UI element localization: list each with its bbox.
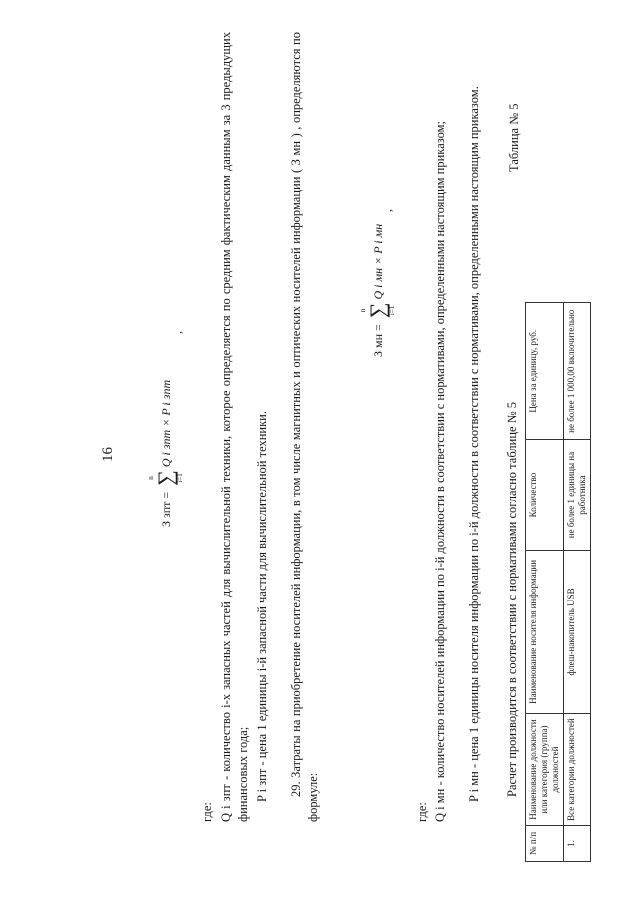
- table-cell: не более 1 000,00 включительно: [564, 303, 591, 440]
- definition-q-spare-parts: Q i зпт - количество i-х запасных частей для вычислительной техники, которое определяется по средним фактическим данным за 3 предыдущих финансовых года;: [219, 32, 250, 822]
- formula-comma: ,: [380, 209, 394, 212]
- calculation-note: Расчет производится в соответствии с нормативами согласно таблице № 5: [505, 402, 519, 797]
- formula-media: [360, 224, 396, 357]
- header-cell: Наименование должности или категория (группа) должностей: [526, 714, 564, 826]
- header-cell: Наименование носителя информации: [526, 550, 564, 714]
- table-cell: Все категории должностей: [564, 714, 591, 826]
- table-row: [564, 303, 591, 862]
- sum-upper-limit: n: [147, 476, 155, 480]
- table-cell: флеш-накопитель USB: [564, 550, 591, 714]
- formula-comma: ,: [170, 331, 184, 334]
- where-label-1: где:: [200, 802, 214, 822]
- definition-p-media: P i мн - цена 1 единицы носителя информации по i-й должности в соответствии с нормативами, определенными настоящим приказом.: [467, 86, 481, 802]
- where-label-2: где:: [415, 802, 429, 822]
- norms-table: [525, 302, 591, 862]
- formula-spare-parts: [148, 380, 184, 527]
- formula-rhs: Q i мн × P i мн: [370, 223, 385, 300]
- sum-sign: [148, 470, 184, 486]
- sum-lower-limit: i=1: [176, 473, 184, 483]
- paragraph-29: 29. Затраты на приобретение носителей информации, в том числе магнитных и оптических носителей информации ( З мн ) , определяются по формуле:: [289, 32, 320, 822]
- sum-sign: [360, 303, 396, 319]
- header-cell: Цена за единицу, руб.: [526, 303, 564, 440]
- sigma-glyph: ∑: [365, 302, 390, 319]
- definition-q-media: Q i мн - количество носителей информации по i-й должности в соответствии с нормативами, определенными настоящим приказом;: [433, 120, 447, 822]
- table-caption: Таблица № 5: [507, 103, 521, 172]
- sigma-glyph: ∑: [153, 470, 178, 486]
- table-cell: 1.: [564, 825, 591, 861]
- page-number: 16: [100, 447, 116, 462]
- sum-lower-limit: i=1: [388, 305, 396, 316]
- table-header-row: [526, 303, 564, 862]
- header-cell: № п/п: [526, 825, 564, 861]
- rotated-page-content: [60, 22, 587, 882]
- formula-lhs: З зпт =: [158, 491, 173, 527]
- table-cell: не более 1 единицы на работника: [564, 440, 591, 550]
- header-cell: Количество: [526, 440, 564, 550]
- definition-p-spare-parts: P i зпт - цена 1 единицы i-й запасной части для вычислительной техники.: [255, 411, 269, 802]
- formula-rhs: Q i зпт × P i зпт: [158, 379, 173, 468]
- formula-lhs: З мн =: [370, 324, 385, 357]
- sum-upper-limit: n: [359, 308, 367, 313]
